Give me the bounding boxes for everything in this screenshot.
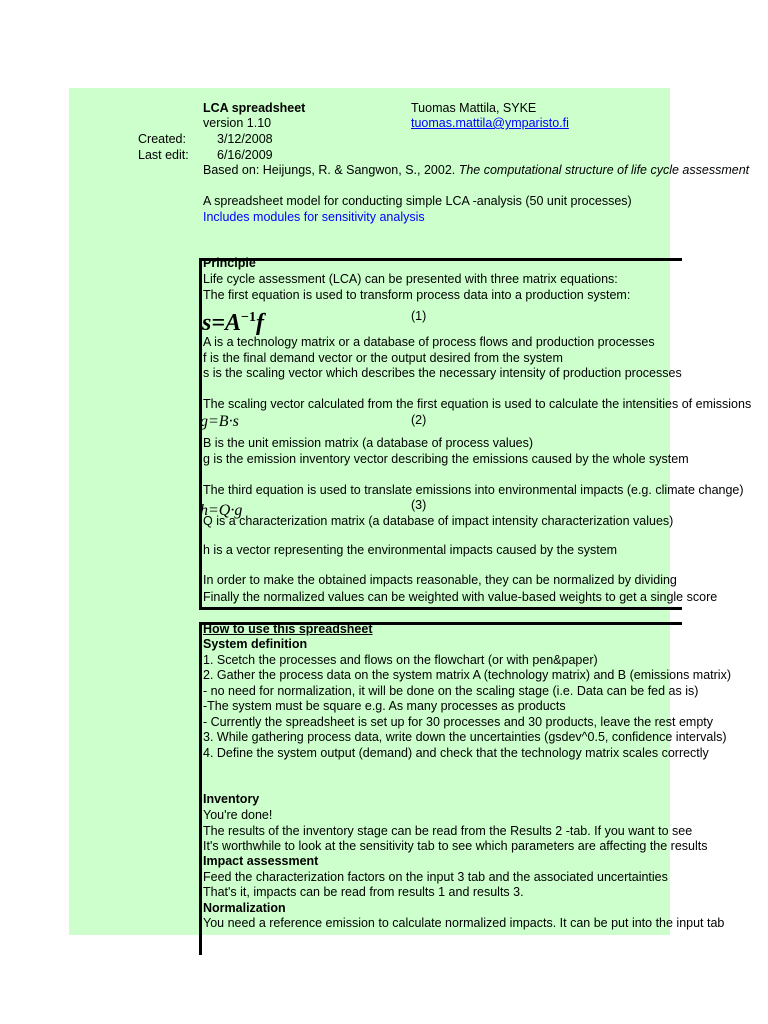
created-date[interactable]: 3/12/2008	[217, 132, 273, 146]
based-on-title: The computational structure of life cycle assessment	[458, 163, 750, 177]
description-text[interactable]: A spreadsheet model for conducting simple LCA -analysis (50 unit processes)	[203, 194, 632, 208]
step-2-note-b[interactable]: -The system must be square e.g. As many processes as products	[203, 699, 566, 713]
principle-line-10[interactable]: Q is a characterization matrix (a database of impact intensity characterization values)	[203, 514, 674, 528]
based-on-text[interactable]	[203, 163, 749, 178]
principle-line-6[interactable]: The scaling vector calculated from the first equation is used to calculate the intensities of emissions	[203, 397, 752, 411]
version-text[interactable]: version 1.10	[203, 116, 272, 130]
principle-line-3[interactable]: A is a technology matrix or a database of process flows and production processes	[203, 335, 655, 349]
based-on-prefix: Based on: Heijungs, R. & Sangwon, S., 2002.	[203, 163, 459, 177]
sensitivity-note[interactable]: Includes modules for sensitivity analysis	[203, 210, 425, 224]
principle-line-9[interactable]: The third equation is used to translate emissions into environmental impacts (e.g. climate change)	[203, 483, 744, 497]
impact-line-1[interactable]: Feed the characterization factors on the input 3 tab and the associated uncertainties	[203, 870, 668, 884]
principle-line-13[interactable]: Finally the normalized values can be weighted with value-based weights to get a single score	[203, 590, 718, 604]
last-edit-label[interactable]: Last edit:	[138, 148, 189, 162]
inventory-line-1[interactable]: You're done!	[203, 808, 273, 822]
step-2-note-c[interactable]: - Currently the spreadsheet is set up for 30 processes and 30 products, leave the rest empty	[203, 715, 713, 729]
impact-assessment-heading[interactable]: Impact assessment	[203, 854, 319, 868]
step-4[interactable]: 4. Define the system output (demand) and check that the technology matrix scales correctly	[203, 746, 709, 760]
last-edit-date[interactable]: 6/16/2009	[217, 148, 273, 162]
created-label[interactable]: Created:	[138, 132, 186, 146]
principle-line-7[interactable]: B is the unit emission matrix (a database of process values)	[203, 436, 534, 450]
author-email-link[interactable]: tuomas.mattila@ymparisto.fi	[411, 116, 569, 130]
equation-3-label[interactable]: (3)	[411, 498, 427, 512]
inventory-line-2[interactable]: The results of the inventory stage can be read from the Results 2 -tab. If you want to see	[203, 824, 693, 838]
inventory-heading[interactable]: Inventory	[203, 792, 260, 806]
principle-line-1[interactable]: Life cycle assessment (LCA) can be presented with three matrix equations:	[203, 272, 618, 286]
author-name[interactable]: Tuomas Mattila, SYKE	[411, 101, 537, 115]
principle-line-8[interactable]: g is the emission inventory vector describing the emissions caused by the whole system	[203, 452, 689, 466]
principle-line-12[interactable]: In order to make the obtained impacts reasonable, they can be normalized by dividing	[203, 573, 677, 587]
normalization-heading[interactable]: Normalization	[203, 901, 286, 915]
step-2-note-a[interactable]: - no need for normalization, it will be done on the scaling stage (i.e. Data can be fed as is)	[203, 684, 699, 698]
sheet-title[interactable]: LCA spreadsheet	[203, 101, 306, 115]
spreadsheet-area	[69, 88, 752, 935]
equation-3: h=Q·g	[200, 502, 243, 519]
principle-line-4[interactable]: f is the final demand vector or the output desired from the system	[203, 351, 563, 365]
principle-line-5[interactable]: s is the scaling vector which describes the necessary intensity of production processes	[203, 366, 682, 380]
step-2[interactable]: 2. Gather the process data on the system matrix A (technology matrix) and B (emissions matrix)	[203, 668, 731, 682]
equation-2-label[interactable]: (2)	[411, 413, 427, 427]
normalization-line-1[interactable]: You need a reference emission to calculate normalized impacts. It can be put into the input tab	[203, 916, 725, 930]
step-3[interactable]: 3. While gathering process data, write down the uncertainties (gsdev^0.5, confidence intervals)	[203, 730, 727, 744]
principle-line-2[interactable]: The first equation is used to transform process data into a production system:	[203, 288, 631, 302]
principle-line-11[interactable]: h is a vector representing the environmental impacts caused by the system	[203, 543, 618, 557]
system-definition-heading[interactable]: System definition	[203, 637, 308, 651]
equation-1-label[interactable]: (1)	[411, 309, 427, 323]
step-1[interactable]: 1. Scetch the processes and flows on the flowchart (or with pen&paper)	[203, 653, 598, 667]
equation-2: g=B·s	[200, 413, 239, 430]
principle-heading[interactable]: Principle	[203, 256, 256, 270]
equation-1: $s=A^{-1}f$	[202, 310, 265, 336]
impact-line-2[interactable]: That's it, impacts can be read from results 1 and results 3.	[203, 885, 524, 899]
inventory-line-3[interactable]: It's worthwhile to look at the sensitivity tab to see which parameters are affecting the results	[203, 839, 708, 853]
howto-heading[interactable]: How to use this spreadsheet	[203, 622, 373, 636]
